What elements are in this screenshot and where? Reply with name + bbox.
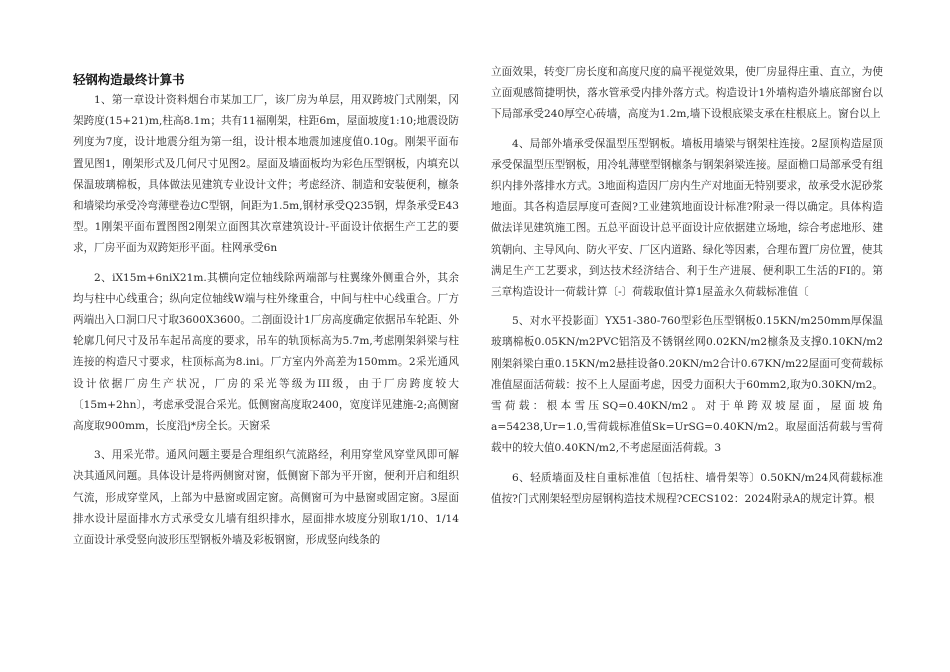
paragraph-3-continued: 立面效果，转变厂房长度和高度尺度的扁平视觉效果，使厂房显得庄重、直立，为使立面观感简捷明快，落水管承受内排外落方式。构造设计1外墙构造外墙底部窗台以下局部承受240厚空心砖墙，高度为1.2m,墙下设根底梁支承在柱根底上。窗台以上 (491, 66, 883, 121)
left-column (73, 70, 459, 559)
paragraph-4: 4、局部外墙承受保温型压型钢板。墙板用墙梁与钢架柱连接。2屋顶构造屋顶承受保温型压型钢板，用冷轧薄壁型钢檩条与钢架斜梁连接。屋面檐口局部承受有组织内排外落排水方式。3地面构造因厂房内生产对地面无特别要求，故承受水泥砂浆地面。其各构造层厚度可查阅?工业建筑地面设计标准?附录一得以确定。具体构造做法详见建筑施工图。五总平面设计总平面设计应依据建立场地，综合考虑地形、建筑朝向、主导风向、防火平安、厂区内道路、绿化等因素，合理布置厂房位置，使其满足生产工艺要求，到达技术经济结合、利于生产进展、便利职工生活的FI的。第三章构造设计一荷载计算〔-〕荷载取值计算1屋盖永久荷载标准值〔 (491, 137, 883, 299)
paragraph-5: 5、对水平投影面〕YX51-380-760型彩色压型钢板0.15KN/m250mm厚保温玻璃棉板0.05KN/m2PVC铝箔及不锈钢丝网0.02KN/m2檩条及支撑0.10KN/m2刚架斜梁白重0.15KN/m2悬挂设备0.20KN/m2合计0.67KN/m22屋面可变荷载标准值屋面活荷载：按不上人屋面考虑，因受力面积大于60mm2,取为0.30KN/m2。雪荷载：根本雪压SQ=0.40KN/m2。对于单跨双坡屋面，屋面坡角a=54238,Ur=1.0,雪荷载标准值Sk=UrSG=0.40KN/m2。取屋面活荷载与雪荷载中的较大值0.40KN/m2,不考虑屋面活荷载。3 (491, 315, 883, 455)
paragraph-6: 6、轻质墙面及柱自重标准值〔包括柱、墙骨架等〕0.50KN/m24风荷载标准值按?门式刚架轻型房屋钢构造技术规程?CECS102：2024附录A的规定计算。根 (491, 471, 883, 505)
document-title: 轻钢构造最终计算书 (73, 72, 185, 87)
paragraph-1: 1、第一章设计资料烟台市某加工厂，该厂房为单层，用双跨坡门式刚架，冈架跨度(15+21)m,柱高8.1m；共有11福刚架，柱距6m，屋面坡度1:10;地震设防列度为7度，设计地震分组为第一组，设计根本地震加速度值0.10g。刚架平面布置见图1，刚架形式及几何尺寸见图2。屋面及墙面板均为彩色压型钢板，内填充以保温玻璃棉板，具体做法见建筑专业设计文件；考虑经济、制造和安装便利，檩条和墙梁均承受冷弯薄壁卷边C型钢，间距为1.5m,钢材承受Q235钢，焊条承受E43型。1刚架平面布置图图2刚架立面图其次章建筑设计-平面设计依据生产工艺的要求，厂房平面为双跨矩形平面。柱网承受6n (73, 94, 459, 255)
paragraph-2: 2、iX15m+6niX21m.其横向定位轴线除两端部与柱翼缘外侧重合外，其余均与柱中心线重合；纵向定位轴线W端与柱外缘重合，中间与柱中心线重合。厂方两端出入口洞口尺寸取3600X3600。二剖面设计1厂房高度确定依据吊车轮距、外轮廓几何尺寸及吊车起吊高度的要求，吊车的轨顶标高为5.7m,考虑刚架斜梁与柱连接的构造尺寸要求，柱顶标高为8.ini。厂方室内外高差为150mm。2采光通风设计依据厂房生产状况，厂房的采光等级为III级，由于厂房跨度较大〔15m+2hn〕，考虑承受混合采光。低侧窗高度取2400，宽度详见建施-2;高侧窗高度取900mm，长度沿j*房全长。天窗采 (73, 271, 460, 433)
right-column (491, 62, 883, 518)
paragraph-3: 3、用采光带。通风问题主要是合理组织气流路经，利用穿堂风穿堂风即可解决其通风问题。具体设计是将两侧窗对窗，低侧窗下部为平开窗，便利开启和组织气流，形成穿堂风，上部为中悬窗或固定窗。高侧窗可为中悬窗或固定窗。3屋面排水设计屋面排水方式承受女儿墙有组织排水，屋面排水坡度分别取1/10、1/14立面设计承受竖向波形压型钢板外墙及彩板钢窗，形成竖向线条的 (73, 449, 459, 547)
